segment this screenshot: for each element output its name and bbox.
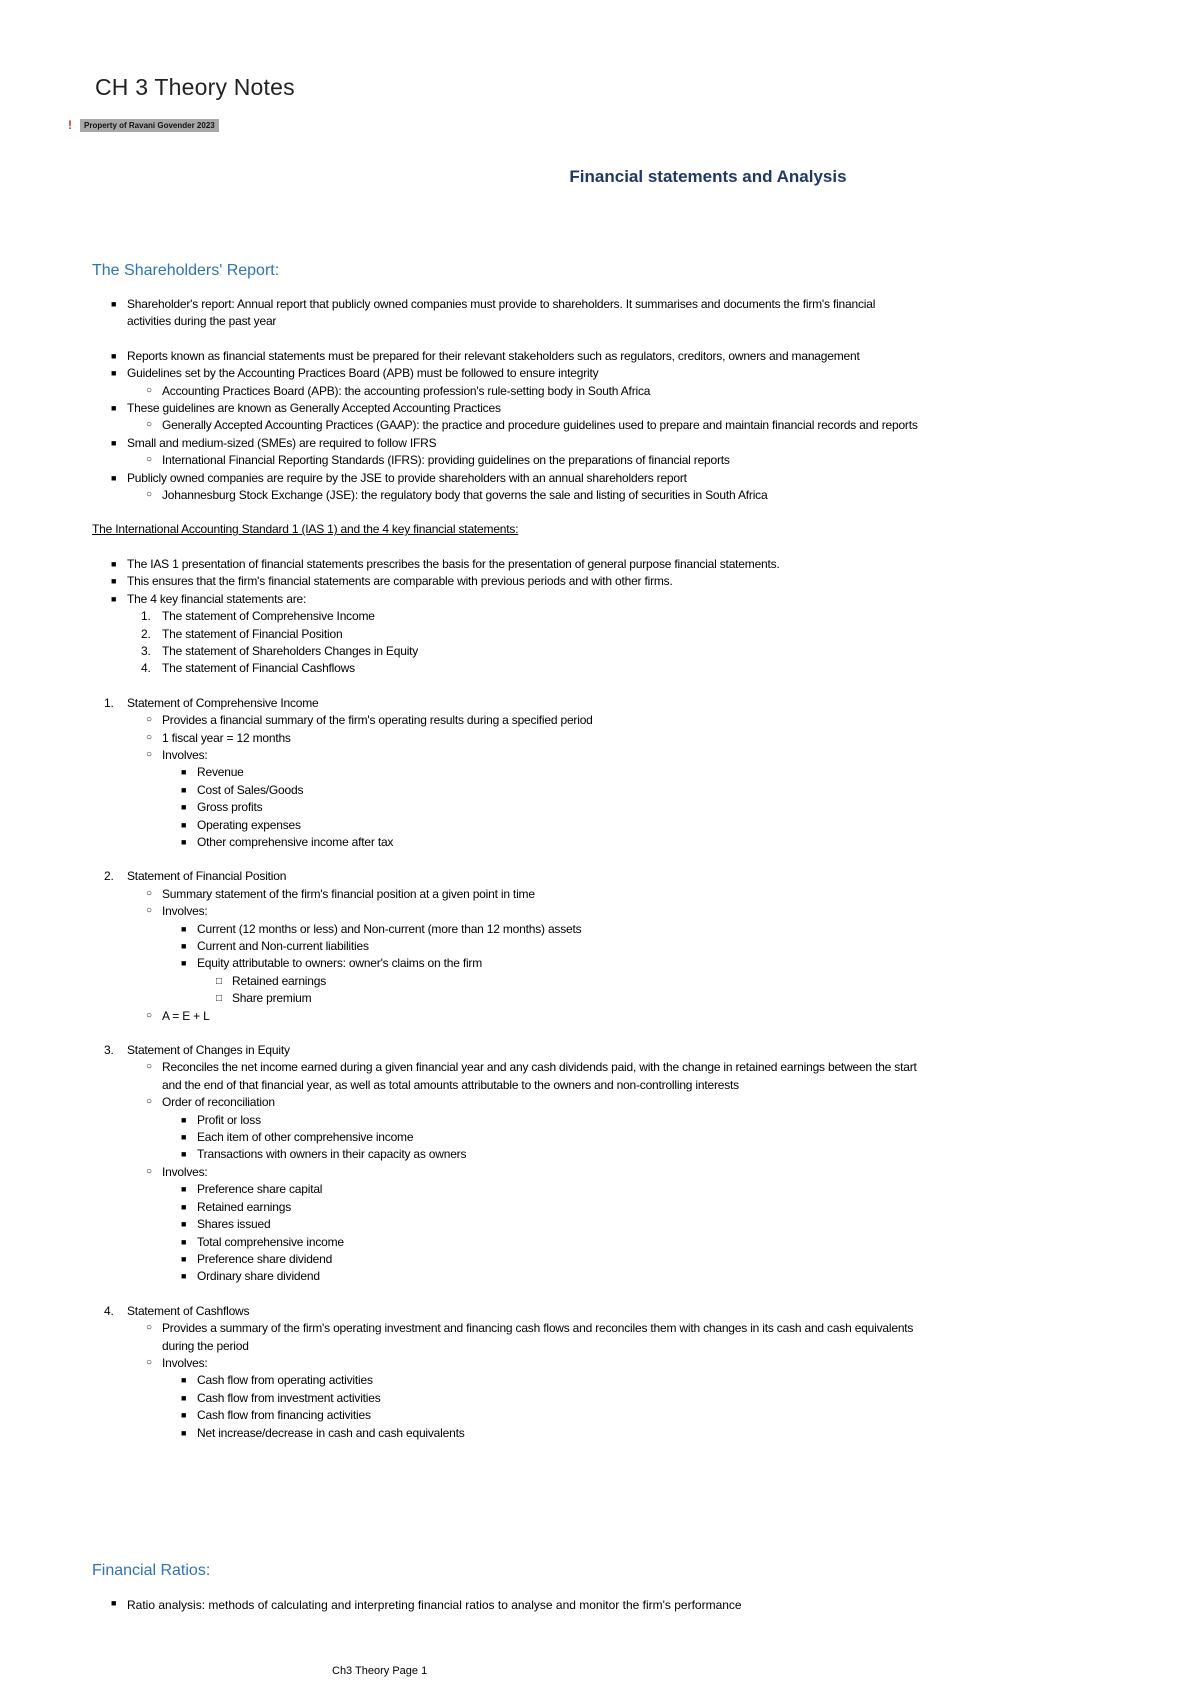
list-item: ○ Involves: (146, 1355, 208, 1370)
warning-icon: ! (68, 118, 72, 132)
bullet-icon: ■ (111, 437, 117, 448)
bullet-icon: ■ (111, 593, 117, 604)
list-item: 2. The statement of Financial Position (141, 626, 343, 641)
list-item: ■ Preference share capital (92, 1181, 922, 1198)
list-item: ■ Cost of Sales/Goods (92, 782, 922, 799)
section-heading-ratios: Financial Ratios: (92, 1562, 211, 1579)
list-item: ○ Accounting Practices Board (APB): the accounting profession's rule-setting body in South Africa (146, 383, 651, 398)
bullet-icon: ■ (181, 1271, 187, 1282)
bullet-icon: ■ (181, 1184, 187, 1195)
bullet-icon: ■ (181, 784, 187, 795)
square-bullet-icon: □ (216, 993, 222, 1005)
bullet-icon: ■ (181, 1253, 187, 1264)
list-item: 3. The statement of Shareholders Changes in Equity (141, 643, 419, 658)
list-item: ○ Involves: (146, 747, 208, 762)
circle-bullet-icon: ○ (146, 489, 152, 501)
bullet-icon: ■ (181, 923, 187, 934)
list-item: ■ This ensures that the firm's financial statements are comparable with previous periods and with other firms. (92, 573, 922, 590)
list-item: ■ These guidelines are known as Generally Accepted Accounting Practices (92, 400, 922, 417)
circle-bullet-icon: ○ (146, 731, 152, 743)
bullet-icon: ■ (181, 1219, 187, 1230)
list-item: ■ The IAS 1 presentation of financial statements prescribes the basis for the presentation of general purpose financial statements. (92, 556, 922, 573)
list-item: ○ Johannesburg Stock Exchange (JSE): the regulatory body that governs the sale and listing of securities in South Africa (146, 488, 768, 503)
list-item: ■ Ordinary share dividend (92, 1268, 922, 1285)
list-item: ○ Involves: (146, 1164, 208, 1179)
list-item: 4. The statement of Financial Cashflows (141, 661, 355, 676)
ias-heading: The International Accounting Standard 1 (IAS 1) and the 4 key financial statements: (92, 522, 519, 537)
list-item: ■ Preference share dividend (92, 1251, 922, 1268)
list-item: ■ Shareholder's report: Annual report that publicly owned companies must provide to shareholders. It summarises and documents the firm's financial activities during the past year (111, 297, 876, 329)
list-item: ■ Revenue (92, 764, 922, 781)
bullet-icon: ■ (181, 1375, 187, 1386)
circle-bullet-icon: ○ (146, 748, 152, 760)
section-heading-shareholders: The Shareholders' Report: (92, 262, 280, 279)
list-item: ■ Current and Non-current liabilities (92, 938, 922, 955)
document-heading-text: Financial statements and Analysis (569, 167, 847, 186)
circle-bullet-icon: ○ (146, 714, 152, 726)
list-item: ■ Equity attributable to owners: owner's claims on the firm (92, 955, 922, 972)
shareholders-list (92, 296, 922, 1442)
circle-bullet-icon: ○ (146, 1322, 152, 1334)
bullet-icon: ■ (111, 368, 117, 379)
list-item: ■ Guidelines set by the Accounting Practices Board (APB) must be followed to ensure integrity (92, 365, 922, 382)
statement-title: 2. Statement of Financial Position (104, 869, 287, 884)
list-item: ■ Current (12 months or less) and Non-current (more than 12 months) assets (92, 921, 922, 938)
notes-content (92, 296, 922, 1442)
list-item: ■ Other comprehensive income after tax (92, 834, 922, 851)
list-item: ■ Total comprehensive income (92, 1234, 922, 1251)
list-item: ○ Generally Accepted Accounting Practices (GAAP): the practice and procedure guidelines used to prepare and maintain financial records and reports (146, 418, 918, 433)
list-item: ■ Cash flow from operating activities (92, 1372, 922, 1389)
tag-label: Property of Ravani Govender 2023 (80, 119, 219, 132)
circle-bullet-icon: ○ (146, 1096, 152, 1108)
bullet-icon: ■ (181, 1236, 187, 1247)
list-item: ■ Reports known as financial statements must be prepared for their relevant stakeholders such as regulators, creditors, owners and management (92, 348, 922, 365)
circle-bullet-icon: ○ (146, 384, 152, 396)
list-item: ○ Provides a financial summary of the firm's operating results during a specified period (146, 713, 593, 728)
list-item: □ Share premium (92, 990, 922, 1007)
bullet-icon: ■ (181, 958, 187, 969)
page-title: CH 3 Theory Notes (95, 74, 295, 100)
document-heading (0, 167, 1200, 187)
circle-bullet-icon: ○ (146, 454, 152, 466)
bullet-icon: ■ (181, 836, 187, 847)
list-item: ○ Order of reconciliation (146, 1095, 275, 1110)
list-item: ○ Involves: (146, 904, 208, 919)
list-item: □ Retained earnings (92, 973, 922, 990)
list-item: ■ Operating expenses (92, 817, 922, 834)
circle-bullet-icon: ○ (146, 1165, 152, 1177)
list-item: ○ Reconciles the net income earned during a given financial year and any cash dividends paid, with the change in retained earnings between the start and the end of that financial year, as well as total amounts attributable to the owners and non-controlling interests (146, 1060, 917, 1092)
circle-bullet-icon: ○ (146, 1356, 152, 1368)
statement-title: 3. Statement of Changes in Equity (104, 1043, 290, 1058)
statement-title: 4. Statement of Cashflows (104, 1303, 250, 1318)
property-tag (68, 118, 219, 132)
list-item: ■ Ratio analysis: methods of calculating and interpreting financial ratios to analyse and monitor the firm's performance (111, 1598, 742, 1612)
list-item: ○ International Financial Reporting Standards (IFRS): providing guidelines on the preparations of financial reports (146, 453, 730, 468)
bullet-icon: ■ (111, 472, 117, 483)
list-item: ■ Cash flow from financing activities (92, 1407, 922, 1424)
circle-bullet-icon: ○ (146, 419, 152, 431)
list-item: ■ Gross profits (92, 799, 922, 816)
bullet-icon: ■ (181, 941, 187, 951)
bullet-icon: ■ (181, 1392, 187, 1403)
list-item: ■ Net increase/decrease in cash and cash equivalents (92, 1425, 922, 1442)
list-item: ○ A = E + L (146, 1008, 210, 1023)
bullet-icon: ■ (111, 576, 117, 587)
list-item: ■ Retained earnings (92, 1199, 922, 1216)
circle-bullet-icon: ○ (146, 905, 152, 917)
bullet-icon: ■ (111, 558, 117, 569)
bullet-icon: ■ (181, 1427, 187, 1438)
list-item: ■ Each item of other comprehensive income (92, 1129, 922, 1146)
list-item: ■ Publicly owned companies are require by the JSE to provide shareholders with an annual shareholders report (92, 470, 922, 487)
bullet-icon: ■ (181, 1410, 187, 1421)
list-item: 1. The statement of Comprehensive Income (141, 609, 375, 624)
circle-bullet-icon: ○ (146, 887, 152, 899)
list-item: ■ Transactions with owners in their capacity as owners (92, 1146, 922, 1163)
bullet-icon: ■ (181, 1114, 187, 1125)
bullet-icon: ■ (181, 767, 187, 778)
list-item: ■ Profit or loss (92, 1112, 922, 1129)
list-item: ○ 1 fiscal year = 12 months (146, 730, 291, 745)
bullet-icon: ■ (111, 299, 117, 309)
circle-bullet-icon: ○ (146, 1061, 152, 1073)
bullet-icon: ■ (111, 1598, 117, 1608)
square-bullet-icon: □ (216, 975, 222, 987)
bullet-icon: ■ (181, 1132, 187, 1143)
bullet-icon: ■ (111, 403, 117, 414)
circle-bullet-icon: ○ (146, 1009, 152, 1021)
bullet-icon: ■ (111, 350, 117, 361)
list-item: ○ Summary statement of the firm's financial position at a given point in time (146, 886, 535, 901)
bullet-icon: ■ (181, 1149, 187, 1160)
page-footer: Ch3 Theory Page 1 (332, 1665, 428, 1677)
list-item: ○ Provides a summary of the firm's operating investment and financing cash flows and reconciles them with changes in its cash and cash equivalents during the period (146, 1321, 914, 1353)
bullet-icon: ■ (181, 819, 187, 830)
list-item: ■ Cash flow from investment activities (92, 1390, 922, 1407)
bullet-icon: ■ (181, 1201, 187, 1212)
list-item: ■ The 4 key financial statements are: (92, 591, 922, 608)
list-item: ■ Shares issued (92, 1216, 922, 1233)
bullet-icon: ■ (181, 802, 187, 813)
statement-title: 1. Statement of Comprehensive Income (104, 695, 319, 710)
list-item: ■ Small and medium-sized (SMEs) are required to follow IFRS (92, 435, 922, 452)
